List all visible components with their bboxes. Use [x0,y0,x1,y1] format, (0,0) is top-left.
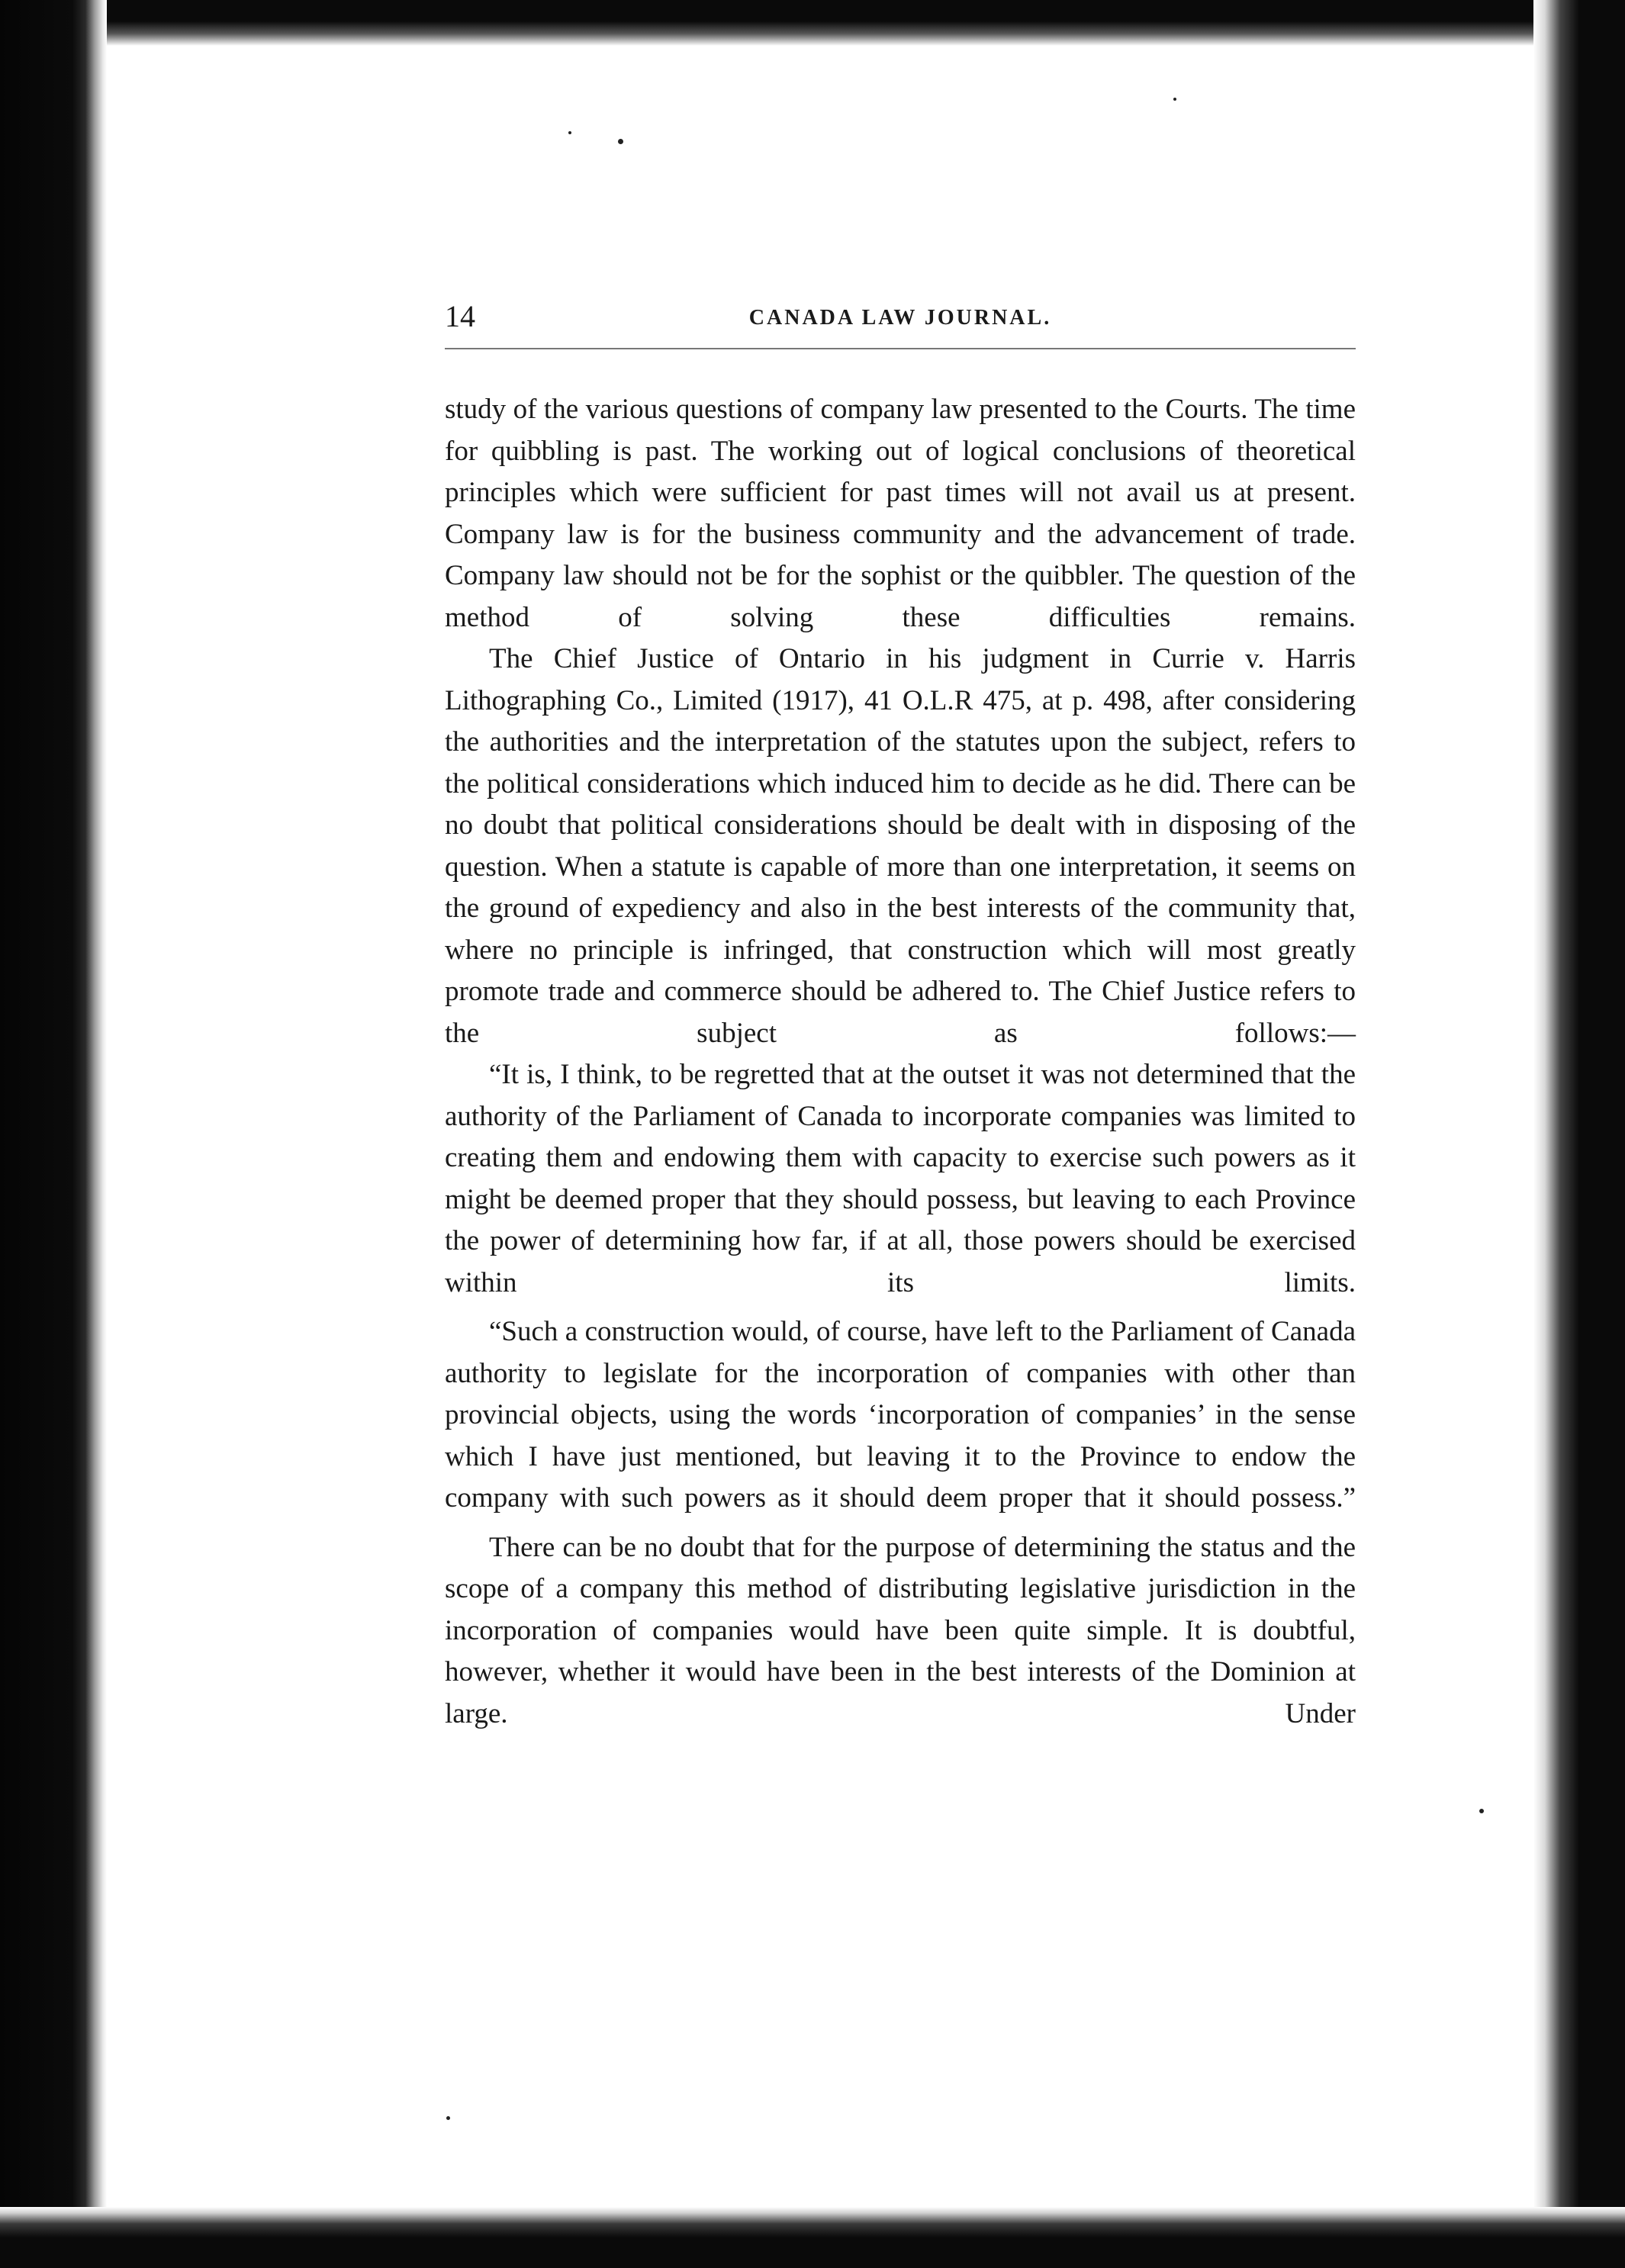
quoted-paragraph: “It is, I think, to be regretted that at the outset it was not determined that the authority of the Parliament of Canada to incorporate companies was limited to creating them and endowing them with capacity to exercise such powers as it might be deemed proper that they should possess, but leaving to each Province the power of determining how far, if at all, those powers should be exercised within its limits. [445,1059,1356,1298]
scan-edge-right [1533,0,1625,2268]
scan-speck [568,131,571,134]
body-paragraph: There can be no doubt that for the purpose of determining the status and the scope of a company this method of distributing legislative jurisdiction in the incorporation of companies would have been quite simple. It is doubtful, however, whether it would have been in the best interests of the Dominion at large. Under [445,1531,1356,1729]
scan-edge-bottom [0,2207,1625,2268]
page-body [445,389,1356,1735]
running-title: CANADA LAW JOURNAL. [748,306,1052,330]
page-number: 14 [445,299,475,333]
header-rule [445,348,1356,349]
scan-speck [446,2116,450,2120]
scan-speck [1479,1809,1484,1813]
body-paragraph: The Chief Justice of Ontario in his judgment in Currie v. Harris Lithographing Co., Limited (1917), 41 O.L.R 475, at p. 498, after considering the authorities and the interpretation of the statutes upon the subject, refers to the political considerations which induced him to decide as he did. There can be no doubt that political considerations should be dealt with in disposing of the question. When a statute is capable of more than one interpretation, it seems on the ground of expediency and also in the best interests of the community that, where no principle is infringed, that construction which will most greatly promote trade and commerce should be adhered to. The Chief Justice refers to the subject as follows:— [445,643,1356,1049]
scan-speck [1173,98,1176,101]
scan-speck [618,139,623,144]
quoted-paragraph: “Such a construction would, of course, have left to the Parliament of Canada authority to legislate for the incorporation of companies with other than provincial objects, using the words ‘incorporation of companies’ in the sense which I have just mentioned, but leaving it to the Province to endow the company with such powers as it should deem proper that it should possess.” [445,1316,1356,1514]
scan-edge-left [0,0,107,2268]
body-paragraph: study of the various questions of company law presented to the Courts. The time for quibbling is past. The working out of logical conclusions of theoretical principles which were sufficient for past times will not avail us at present. Company law is for the business community and the advancement of trade. Company law should not be for the sophist or the quibbler. The question of the method of solving these difficulties remains. [445,394,1356,633]
page-header [445,296,1356,342]
scan-edge-top [0,0,1625,46]
